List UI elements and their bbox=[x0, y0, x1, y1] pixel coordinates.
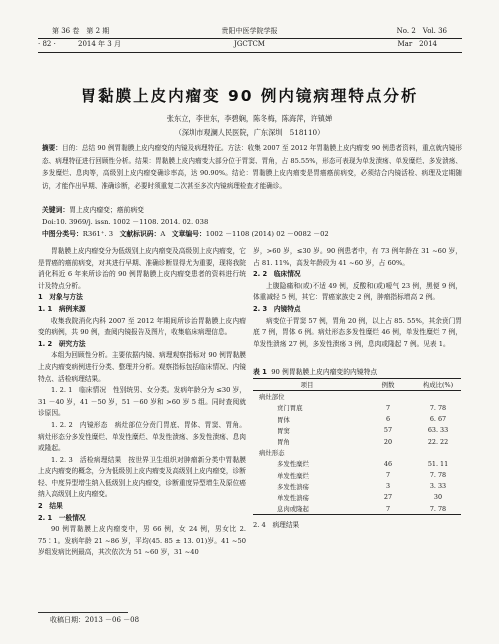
table-cell: 7. 78 bbox=[429, 403, 447, 412]
keywords bbox=[42, 204, 144, 216]
footnote-rule bbox=[38, 612, 128, 613]
table-cell: 51. 11 bbox=[427, 459, 449, 468]
table-row bbox=[253, 481, 461, 492]
table-cell: 46 bbox=[383, 459, 393, 468]
table-cell: 胃体 bbox=[277, 415, 290, 424]
section-pathology-results: 2. 4 病理结果 bbox=[253, 521, 300, 529]
abstract bbox=[42, 142, 462, 192]
table-cell: 7. 78 bbox=[429, 471, 447, 480]
table1-caption bbox=[253, 366, 461, 376]
table-cell: 3. 33 bbox=[429, 482, 447, 491]
table-cell: 7 bbox=[385, 471, 391, 480]
table-cell: 6. 67 bbox=[429, 415, 447, 424]
article-affiliation: （深圳市观澜人民医院，广东深圳 518110） bbox=[174, 128, 325, 137]
table-cell: 息肉或隆起 bbox=[253, 503, 361, 515]
table-cell: 多发性溃疡 bbox=[277, 482, 309, 491]
section-heading: 2. 3 内镜特点 bbox=[253, 304, 301, 313]
classification-line bbox=[42, 228, 329, 240]
table-cell: 贲门胃底 bbox=[277, 404, 303, 413]
table1-caption-label: 表 1 bbox=[253, 368, 267, 376]
table1-header-item: 项目 bbox=[253, 379, 361, 391]
doi: Doi:10. 3969/j. issn. 1002 －1108. 2014. 02. 038 bbox=[42, 218, 209, 226]
header-rule-top bbox=[38, 38, 462, 39]
table1-header-ratio: 构成比(%) bbox=[415, 379, 461, 391]
body-left-column bbox=[38, 246, 246, 559]
table1-header-count: 例数 bbox=[361, 379, 415, 391]
table-row bbox=[253, 470, 461, 481]
table1-header-row bbox=[253, 379, 461, 391]
section-heading: 2. 1 一般情况 bbox=[38, 513, 86, 522]
table-row bbox=[253, 503, 461, 515]
body-paragraph: 岁，>60 岁，≤30 岁。90 例患者中，有 73 例年龄在 31 ~60 岁，占 81. 11%，高发年龄段为 41 ~60 岁，占 60%。 bbox=[253, 247, 462, 267]
table-cell: 单发性糜烂 bbox=[277, 471, 309, 480]
header-page-number: · 82 · bbox=[38, 40, 56, 48]
body-paragraph: 1. 2. 2 内镜形态 病灶部位分贲门胃底、胃体、胃窦、胃角。病灶形态分多发性糜烂、单发性糜烂、单发性溃疡、多发性溃疡、息肉或隆起。 bbox=[38, 420, 246, 453]
doc-code-label: 文献标识码： bbox=[119, 230, 161, 238]
table-cell bbox=[361, 391, 415, 403]
table-cell: 20 bbox=[383, 437, 393, 446]
table-cell: 病灶形态 bbox=[259, 449, 285, 458]
table-cell: 多发性糜烂 bbox=[277, 460, 309, 469]
table-cell bbox=[415, 447, 461, 458]
table-cell: 胃角 bbox=[277, 438, 290, 447]
table-row bbox=[253, 391, 461, 403]
table-row bbox=[253, 447, 461, 458]
section-heading: 1 对象与方法 bbox=[38, 293, 83, 302]
doc-code-value: A bbox=[160, 230, 166, 238]
keywords-label: 关键词： bbox=[42, 206, 70, 214]
table-cell: 63. 33 bbox=[427, 426, 449, 435]
table-cell bbox=[415, 391, 461, 403]
table-cell: 单发性溃疡 bbox=[277, 493, 309, 502]
body-paragraph: 1. 2. 1 临床情况 性别统男、女分类。发病年龄分为 ≤30 岁，31 －40 岁，41 －50 岁，51 －60 岁和 >60 岁 5 组。同时查阅就诊原因。 bbox=[38, 386, 246, 418]
keywords-text: 胃上皮内瘤变；癌前病变 bbox=[69, 206, 144, 214]
table-cell: 病灶部位 bbox=[259, 393, 285, 402]
table-cell bbox=[361, 447, 415, 458]
body-paragraph: 本组为回顾性分析。主要依据内镜、病理观察指标对 90 例胃黏膜上皮内瘤变病例进行分类、整理并分析。观察指标包括临床情况、内镜特点、活检病理结果。 bbox=[38, 351, 246, 383]
table-row bbox=[253, 402, 461, 413]
table-row bbox=[253, 425, 461, 436]
article-title: 胃黏膜上皮内瘤变 90 例内镜病理特点分析 bbox=[80, 87, 419, 105]
header-volume-issue: 第 36 卷 第 2 期 bbox=[52, 27, 110, 35]
header-journal-cn: 贵阳中医学院学报 bbox=[221, 27, 278, 35]
clc-label: 中图分类号： bbox=[42, 230, 83, 238]
section-heading: 2 结果 bbox=[38, 502, 63, 511]
table-row bbox=[253, 436, 461, 447]
body-paragraph: 上腹隐痛和(或)不适 49 例，反酸和(或)嗳气 23 例，黑便 9 例，体重减轻 5 例，其它：胃癌家族史 2 例，肿瘤指标增高 2 例。 bbox=[253, 281, 462, 302]
table-cell: 3 bbox=[385, 482, 391, 491]
body-paragraph: 1. 2. 3 活检病理结果 按世界卫生组织对肿瘤新分类中胃黏膜上皮内瘤变的概念，分为低级别上皮内瘤变及高级别上皮内瘤变，诊断轻、中度异型增生纳入低级别上皮内瘤变，诊断重度异型增生及原位癌纳入高级别上皮内瘤变。 bbox=[38, 455, 246, 499]
table-row bbox=[253, 414, 461, 425]
table-cell: 7 bbox=[385, 403, 391, 412]
article-authors: 张东立，李世东，李碧娴，陈冬梅，陈海萍，许镇婵 bbox=[166, 114, 333, 123]
table-cell: 57 bbox=[383, 426, 393, 435]
header-date-en: Mar 2014 bbox=[397, 40, 437, 48]
clc-value: R361⁺. 3 bbox=[82, 230, 114, 238]
header-journal-en: JGCTCM bbox=[234, 40, 265, 48]
table1-caption-text: 90 例胃黏膜上皮内瘤变的内镜特点 bbox=[271, 368, 378, 376]
table-cell: 胃窦 bbox=[277, 426, 290, 435]
table-cell: 7 bbox=[361, 503, 415, 515]
body-paragraph: 病变位于胃窦 57 例，胃角 20 例，以上占 85. 55%，其余贲门胃底 7 例，胃体 6 例。病灶形态多发性糜烂 46 例，单发性糜烂 7 例，单发性溃疡 27 例，多发性溃疡 3 例，息肉或隆起 7 例。见表 1。 bbox=[253, 316, 462, 348]
body-right-column bbox=[253, 246, 462, 350]
table1 bbox=[253, 378, 461, 515]
table-cell: 27 bbox=[383, 493, 393, 502]
section-heading: 1. 1 病例来源 bbox=[38, 304, 86, 313]
header-date-cn: 2014 年 3 月 bbox=[78, 40, 121, 48]
section-heading: 2. 2 临床情况 bbox=[253, 270, 301, 279]
abstract-label: 摘要： bbox=[42, 144, 62, 152]
received-date: 收稿日期：2013 －06 －08 bbox=[50, 616, 140, 624]
section-heading: 1. 2 研究方法 bbox=[38, 339, 86, 348]
header-vol-no: No. 2 Vol. 36 bbox=[396, 27, 447, 35]
header-rule-bottom bbox=[38, 52, 462, 53]
body-paragraph: 胃黏膜上皮内瘤变分为低级别上皮内瘤变及高级别上皮内瘤变，它是胃癌的癌前病变，对其进行早期、准确诊断显得尤为重要，现将我院消化科近 6 年来所诊治的 90 例胃黏膜上皮内瘤变患者的资料进行统计及特点分析。 bbox=[38, 247, 246, 290]
article-no-label: 文章编号： bbox=[171, 230, 206, 238]
table-cell: 30 bbox=[433, 493, 443, 502]
table-row bbox=[253, 458, 461, 469]
article-no-value: 1002 －1108 (2014) 02 －0082 －02 bbox=[205, 230, 329, 238]
table-row bbox=[253, 492, 461, 503]
table-cell: 7. 78 bbox=[415, 503, 461, 515]
table-cell: 22. 22 bbox=[427, 437, 449, 446]
body-paragraph: 收集我院消化内科 2007 至 2012 年期间所诊治胃黏膜上皮内瘤变的病例，共 90 例，查阅内镜报告及图片，收集临床病理信息。 bbox=[38, 316, 246, 337]
abstract-text: 目的：总结 90 例胃黏膜上皮内瘤变的内镜及病理特征。方法：收集 2007 至 2012 年胃黏膜上皮内瘤变 90 例患者资料，重点就内镜形态、病理特征进行回顾性分析。结果：胃黏膜上皮内瘤变大部分位于胃窦、胃角，占 85.55%，形态可表现为单发溃疡、单发糜烂、多发溃疡、多发糜烂、息肉等，高级别上皮内瘤变确诊率高，达 90.90%。结论：胃黏膜上皮内瘤变是胃癌癌前病变，必须结合内镜活检、病理及定期随访，才能作出早期、准确诊断，必要时须重复二次甚至多次内镜病理检查才能确诊。 bbox=[42, 144, 462, 190]
table-cell: 6 bbox=[385, 415, 391, 424]
body-paragraph: 90 例胃黏膜上皮内瘤变中，男 66 例，女 24 例，男女比 2. 75∶1。发病年龄 21 ~86 岁，平均(45. 85 ± 13. 01)岁。41 ~50 岁组发病比例最高，其次依次为 51 ~60 岁，31 ~40 bbox=[38, 525, 246, 557]
